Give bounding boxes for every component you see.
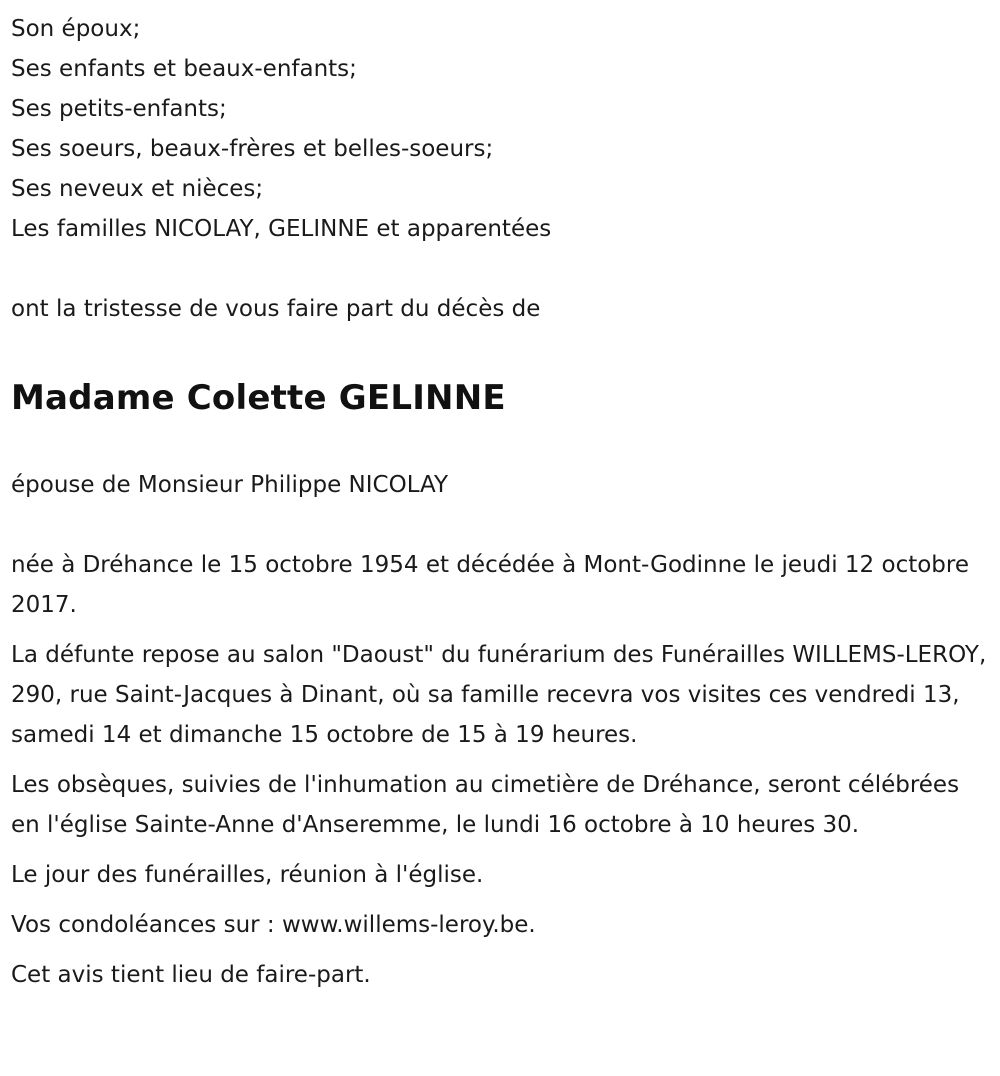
family-line-siblings: Ses soeurs, beaux-frères et belles-soeurs; <box>11 136 494 162</box>
meeting-paragraph: Le jour des funérailles, réunion à l'église. <box>11 862 484 888</box>
funeral-paragraph: Les obsèques, suivies de l'inhumation au cimetière de Dréhance, seront célébrées en l'église Sainte-Anne d'Anseremme, le lundi 16 octobre à 10 heures 30. <box>11 772 960 838</box>
family-line-nephews-nieces: Ses neveux et nièces; <box>11 176 264 202</box>
deceased-name: Madame Colette GELINNE <box>11 378 506 418</box>
family-line-grandchildren: Ses petits-enfants; <box>11 96 227 122</box>
family-line-children: Ses enfants et beaux-enfants; <box>11 56 357 82</box>
family-list <box>11 9 990 249</box>
family-line-families: Les familles NICOLAY, GELINNE et apparentées <box>11 216 552 242</box>
visitation-paragraph: La défunte repose au salon "Daoust" du funérarium des Funérailles WILLEMS-LEROY, 290, rue Saint-Jacques à Dinant, où sa famille recevra vos visites ces vendredi 13, samedi 14 et dimanche 15 octobre de 15 à 19 heures. <box>11 642 987 748</box>
birth-death-paragraph: née à Dréhance le 15 octobre 1954 et décédée à Mont-Godinne le jeudi 12 octobre 2017. <box>11 552 970 618</box>
family-line-spouse: Son époux; <box>11 16 141 42</box>
spouse-line: épouse de Monsieur Philippe NICOLAY <box>11 472 449 498</box>
condolences-paragraph: Vos condoléances sur : www.willems-leroy.be. <box>11 912 536 938</box>
announcement-text: ont la tristesse de vous faire part du décès de <box>11 296 541 322</box>
notice-disclaimer: Cet avis tient lieu de faire-part. <box>11 962 371 988</box>
notice-body <box>11 545 990 995</box>
